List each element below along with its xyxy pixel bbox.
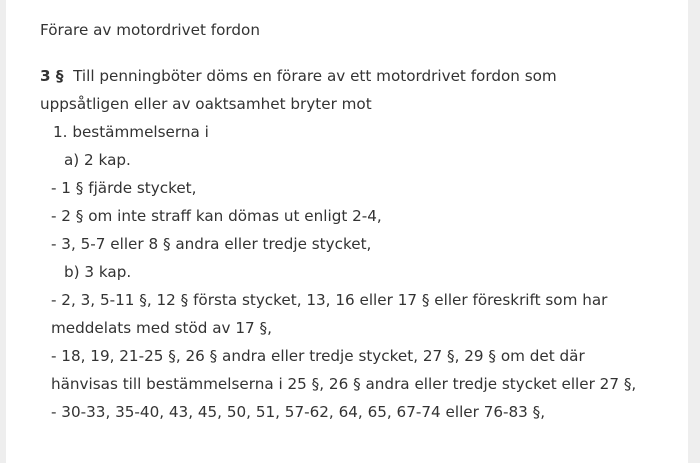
list-item-1: 1. bestämmelserna i bbox=[53, 123, 209, 141]
paragraph-intro-first-line bbox=[40, 62, 640, 90]
list-item-dash: - 2, 3, 5-11 §, 12 § första stycket, 13, 16 eller 17 § eller föreskrift som har meddelats med stöd av 17 §, bbox=[51, 291, 608, 337]
list-item-dash: - 30-33, 35-40, 43, 45, 50, 51, 57-62, 64, 65, 67-74 eller 76-83 §, bbox=[51, 403, 546, 421]
list-item-chapter-3: b) 3 kap. bbox=[64, 263, 132, 281]
paragraph-intro-part-2: uppsåtligen eller av oaktsamhet bryter mot bbox=[40, 95, 372, 113]
list-item-dash: - 18, 19, 21-25 §, 26 § andra eller tredje stycket, 27 §, 29 § om det där hänvisas till bestämmelserna i 25 §, 26 § andra eller tredje stycket eller 27 §, bbox=[51, 347, 637, 393]
document-content bbox=[40, 0, 640, 463]
page-right-border bbox=[688, 0, 700, 463]
section-heading: Förare av motordrivet fordon bbox=[40, 21, 260, 39]
law-paragraph bbox=[40, 62, 640, 426]
list-item-dash: - 1 § fjärde stycket, bbox=[51, 179, 197, 197]
list-item-dash: - 2 § om inte straff kan dömas ut enligt 2-4, bbox=[51, 207, 382, 225]
paragraph-intro-part-1: Till penningböter döms en förare av ett motordrivet fordon som bbox=[73, 67, 557, 85]
list-item-dash: - 3, 5-7 eller 8 § andra eller tredje stycket, bbox=[51, 235, 372, 253]
section-number: 3 § bbox=[40, 67, 64, 85]
page-left-border bbox=[0, 0, 6, 463]
list-item-chapter-2: a) 2 kap. bbox=[64, 151, 131, 169]
